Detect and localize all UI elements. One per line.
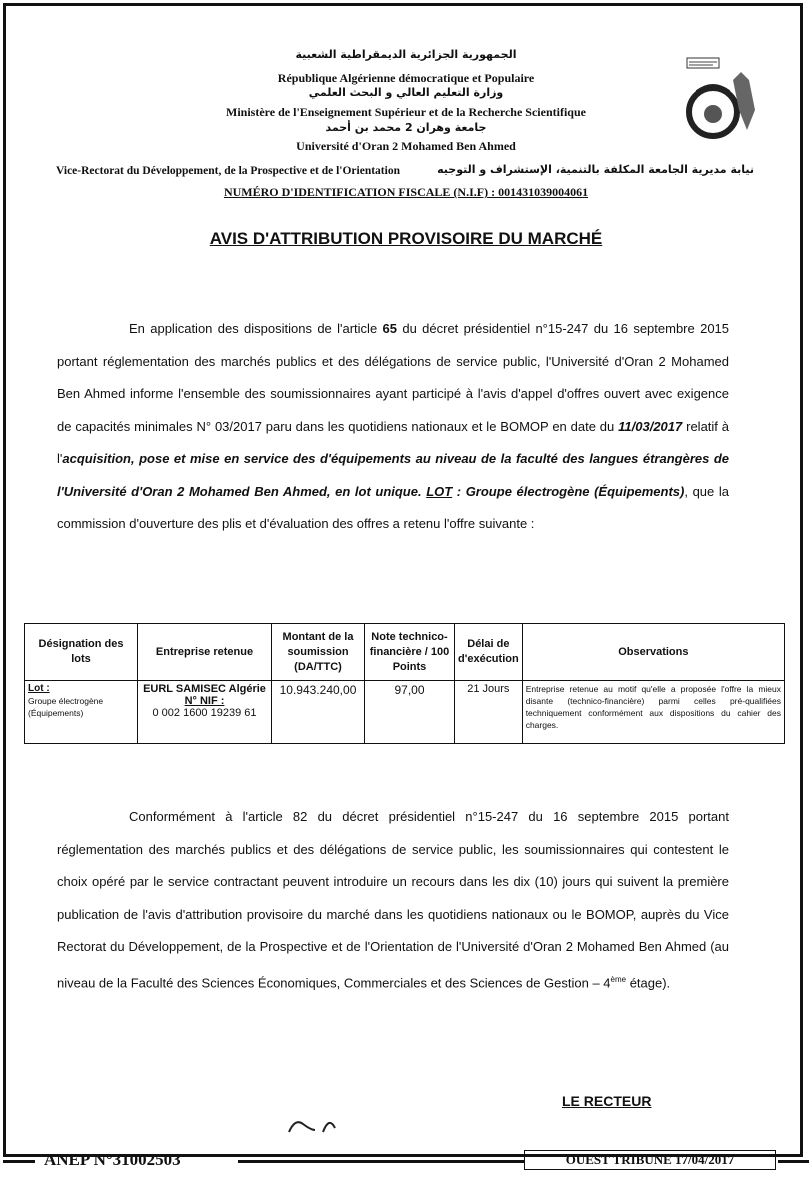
- intro-lot-label: LOT: [426, 483, 453, 499]
- vice-rectorat-french: Vice-Rectorat du Développement, de la Prospective et de l'Orientation: [56, 165, 400, 177]
- company-nif-value: 0 002 1600 19239 61: [152, 707, 257, 719]
- table-row: [25, 681, 785, 744]
- table-header-row: [25, 624, 785, 681]
- col-header-lots: Désignation des lots: [25, 624, 138, 681]
- university-logo-icon: [683, 50, 763, 150]
- vice-rectorat-arabic: نيابة مديرية الجامعة المكلفة بالتنمية، الإستشراف و التوجيه: [437, 163, 754, 176]
- intro-text-1: En application des dispositions de l'article: [129, 321, 383, 336]
- ministry-arabic: وزارة التعليم العالي و البحث العلمي: [308, 86, 504, 99]
- cell-score: 97,00: [365, 681, 455, 744]
- republic-french: République Algérienne démocratique et Populaire: [277, 71, 535, 85]
- intro-text-3: relatif à l': [57, 418, 729, 466]
- recours-superscript: ème: [610, 974, 627, 984]
- col-header-score: Note technico-financière / 100 Points: [365, 624, 455, 681]
- attribution-table: [24, 623, 785, 744]
- lot-label: Lot :: [28, 683, 50, 694]
- col-header-delay: Délai de d'exécution: [455, 624, 523, 681]
- cell-lot: [25, 681, 138, 744]
- cell-observations: Entreprise retenue au motif qu'elle a proposée l'offre la mieux disante (technico-financière) parmi celles pré-qualifiées techniquement conformément aux dispositions du cahier des charges.: [522, 681, 784, 744]
- col-header-amount: Montant de la soumission (DA/TTC): [272, 624, 365, 681]
- anep-number: ANEP N°31002503: [44, 1150, 181, 1169]
- university-french: Université d'Oran 2 Mohamed Ben Ahmed: [296, 139, 516, 153]
- lot-description: Groupe électrogène (Équipements): [28, 696, 104, 718]
- col-header-observations: Observations: [522, 624, 784, 681]
- footer-rule-right: [778, 1160, 809, 1163]
- recours-text-2: étage).: [626, 974, 671, 990]
- newspaper-reference: OUEST TRIBUNE 17/04/2017: [524, 1150, 776, 1170]
- page-title: AVIS D'ATTRIBUTION PROVISOIRE DU MARCHÉ: [209, 229, 603, 248]
- cell-company: [138, 681, 272, 744]
- intro-lot-value: : Groupe électrogène (Équipements): [452, 483, 685, 499]
- company-nif-label: N° NIF :: [184, 695, 225, 707]
- intro-text-2: du décret présidentiel n°15-247 du 16 septembre 2015 portant réglementation des marchés publics et des délégations de service public, l'Université d'Oran 2 Mohamed Ben Ahmed informe l'ensemble des soumissionnaires ayant participé à l'avis d'appel d'offres ouvert avec exigence de capacités minimales N° 03/2017 paru dans les quotidiens nationaux et le BOMOP en date du: [57, 321, 730, 434]
- recours-paragraph: [57, 801, 729, 999]
- cell-delay: 21 Jours: [455, 681, 523, 744]
- university-arabic: جامعة وهران 2 محمد بن أحمد: [325, 121, 487, 134]
- intro-paragraph: [57, 313, 729, 541]
- signature-title: LE RECTEUR: [562, 1093, 652, 1109]
- intro-text-4: , que la commission d'ouverture des plis et d'évaluation des offres a retenu l'offre suivante :: [57, 483, 729, 531]
- intro-date: 11/03/2017: [618, 418, 683, 434]
- handwritten-signature-icon: [285, 1112, 355, 1136]
- cell-amount: 10.943.240,00: [272, 681, 365, 744]
- footer-rule-left: [3, 1160, 35, 1163]
- intro-article: 65: [382, 321, 397, 336]
- recours-text-1: Conformément à l'article 82 du décret présidentiel n°15-247 du 16 septembre 2015 portant réglementation des marchés publics et des délégations de service public, les soumissionnaires qui contestent le choix opéré par le service contractant peuvent introduire un recours dans les dix (10) jours qui suivent la première publication de l'avis d'attribution provisoire du marché dans les quotidiens nationaux ou le BOMOP, auprès du Vice Rectorat du Développement, de la Prospective et de l'Orientation de l'Université d'Oran 2 Mohamed Ben Ahmed (au niveau de la Faculté des Sciences Économiques, Commerciales et des Sciences de Gestion – 4: [57, 809, 729, 990]
- footer-rule-middle: [238, 1160, 524, 1163]
- nif-line: NUMÉRO D'IDENTIFICATION FISCALE (N.I.F) : 001431039004061: [223, 185, 589, 199]
- republic-arabic: الجمهورية الجزائرية الديمقراطية الشعبية: [295, 48, 517, 61]
- company-name: EURL SAMISEC Algérie: [143, 683, 266, 695]
- ministry-french: Ministère de l'Enseignement Supérieur et de la Recherche Scientifique: [226, 105, 586, 119]
- intro-object: acquisition, pose et mise en service des d'équipements au niveau de la faculté des langues étrangères de l'Université d'Oran 2 Mohamed Ben Ahmed, en lot unique.: [57, 451, 729, 499]
- col-header-company: Entreprise retenue: [138, 624, 272, 681]
